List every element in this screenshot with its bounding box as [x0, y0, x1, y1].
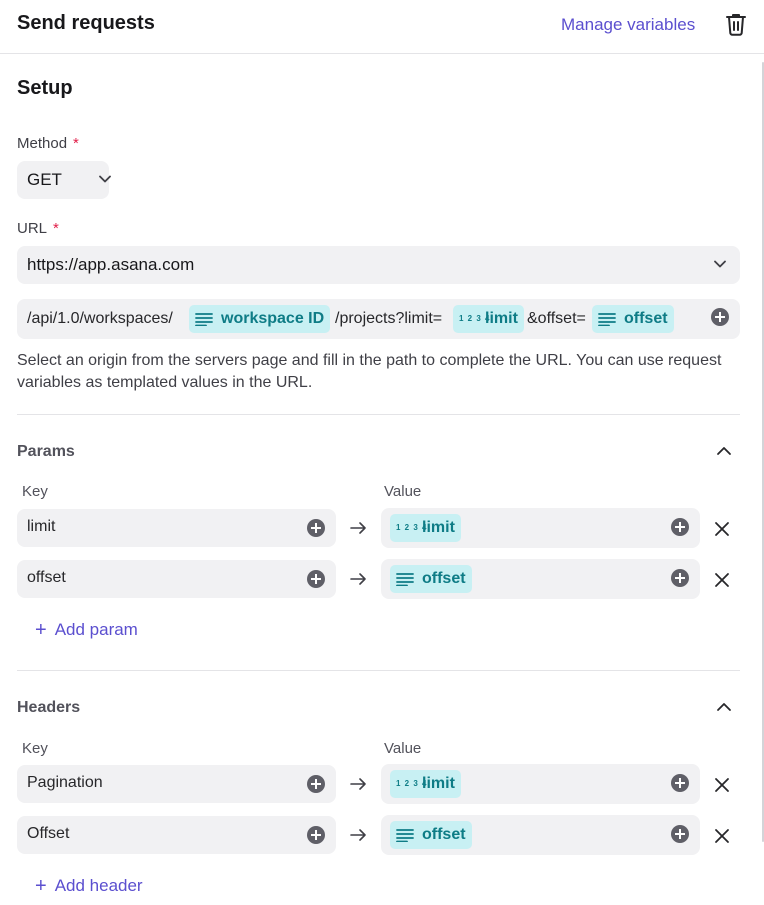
param-value-input[interactable]	[381, 559, 700, 599]
plus-icon: +	[35, 875, 47, 897]
panel-header	[0, 0, 764, 54]
header-value-input[interactable]	[381, 764, 700, 804]
params-heading: Params	[17, 443, 75, 460]
chevron-down-icon	[714, 260, 726, 268]
params-value-header: Value	[384, 483, 422, 500]
panel-title: Send requests	[17, 12, 155, 34]
variable-chip-limit[interactable]: 1 2 3 4 limit	[390, 770, 461, 798]
manage-variables-link[interactable]: Manage variables	[561, 15, 696, 34]
headers-heading: Headers	[17, 699, 81, 716]
variable-chip-offset[interactable]: offset	[390, 821, 472, 849]
path-segment: &offset=	[527, 310, 586, 327]
variable-chip-workspace-id[interactable]: workspace ID	[189, 305, 330, 333]
number-icon: 1 2 3 4	[459, 314, 491, 323]
path-segment: /projects?limit=	[335, 310, 443, 327]
trash-icon[interactable]	[725, 12, 747, 36]
divider	[17, 414, 740, 415]
add-variable-icon[interactable]	[307, 519, 325, 537]
add-variable-icon[interactable]	[307, 826, 325, 844]
text-lines-icon	[396, 572, 414, 586]
url-origin-value: https://app.asana.com	[27, 255, 195, 274]
chevron-down-icon	[99, 175, 111, 183]
variable-chip-offset[interactable]: offset	[390, 565, 472, 593]
required-mark: *	[73, 135, 79, 152]
arrow-right-icon	[350, 778, 366, 790]
header-key-input[interactable]: Offset	[17, 816, 336, 854]
param-key-input[interactable]: limit	[17, 509, 336, 547]
close-icon[interactable]	[714, 521, 730, 537]
method-label: Method *	[17, 135, 79, 152]
method-select[interactable]	[17, 161, 109, 199]
number-icon: 1 2 3 4	[396, 779, 428, 788]
variable-chip-offset[interactable]: offset	[592, 305, 674, 333]
close-icon[interactable]	[714, 777, 730, 793]
arrow-right-icon	[350, 573, 366, 585]
arrow-right-icon	[350, 829, 366, 841]
add-variable-icon[interactable]	[671, 774, 689, 792]
chevron-up-icon[interactable]	[716, 446, 732, 456]
param-key-input[interactable]: offset	[17, 560, 336, 598]
arrow-right-icon	[350, 522, 366, 534]
setup-heading: Setup	[17, 77, 73, 99]
url-label: URL *	[17, 220, 59, 237]
close-icon[interactable]	[714, 828, 730, 844]
plus-icon: +	[35, 619, 47, 641]
add-variable-icon[interactable]	[711, 308, 729, 326]
headers-value-header: Value	[384, 740, 422, 757]
number-icon: 1 2 3 4	[396, 523, 428, 532]
chevron-up-icon[interactable]	[716, 702, 732, 712]
param-value-input[interactable]	[381, 508, 700, 548]
add-variable-icon[interactable]	[671, 825, 689, 843]
add-param-button[interactable]: + Add param	[35, 619, 138, 641]
path-segment: /api/1.0/workspaces/	[27, 310, 173, 327]
header-value-input[interactable]	[381, 815, 700, 855]
required-mark: *	[53, 220, 59, 237]
add-header-button[interactable]: + Add header	[35, 875, 143, 897]
close-icon[interactable]	[714, 572, 730, 588]
url-helper-text: Select an origin from the servers page and fill in the path to complete the URL. You can use request variables as templated values in the URL.	[17, 352, 722, 391]
headers-key-header: Key	[22, 740, 48, 757]
variable-chip-limit[interactable]: 1 2 3 4 limit	[453, 305, 524, 333]
header-key-input[interactable]: Pagination	[17, 765, 336, 803]
method-value: GET	[27, 170, 62, 189]
text-lines-icon	[396, 828, 414, 842]
divider	[17, 670, 740, 671]
add-variable-icon[interactable]	[671, 518, 689, 536]
text-lines-icon	[598, 312, 616, 326]
variable-chip-limit[interactable]: 1 2 3 4 limit	[390, 514, 461, 542]
add-variable-icon[interactable]	[307, 570, 325, 588]
params-key-header: Key	[22, 483, 48, 500]
add-variable-icon[interactable]	[307, 775, 325, 793]
add-variable-icon[interactable]	[671, 569, 689, 587]
url-path-input[interactable]	[17, 299, 740, 339]
text-lines-icon	[195, 312, 213, 326]
url-origin-select[interactable]	[17, 246, 740, 284]
